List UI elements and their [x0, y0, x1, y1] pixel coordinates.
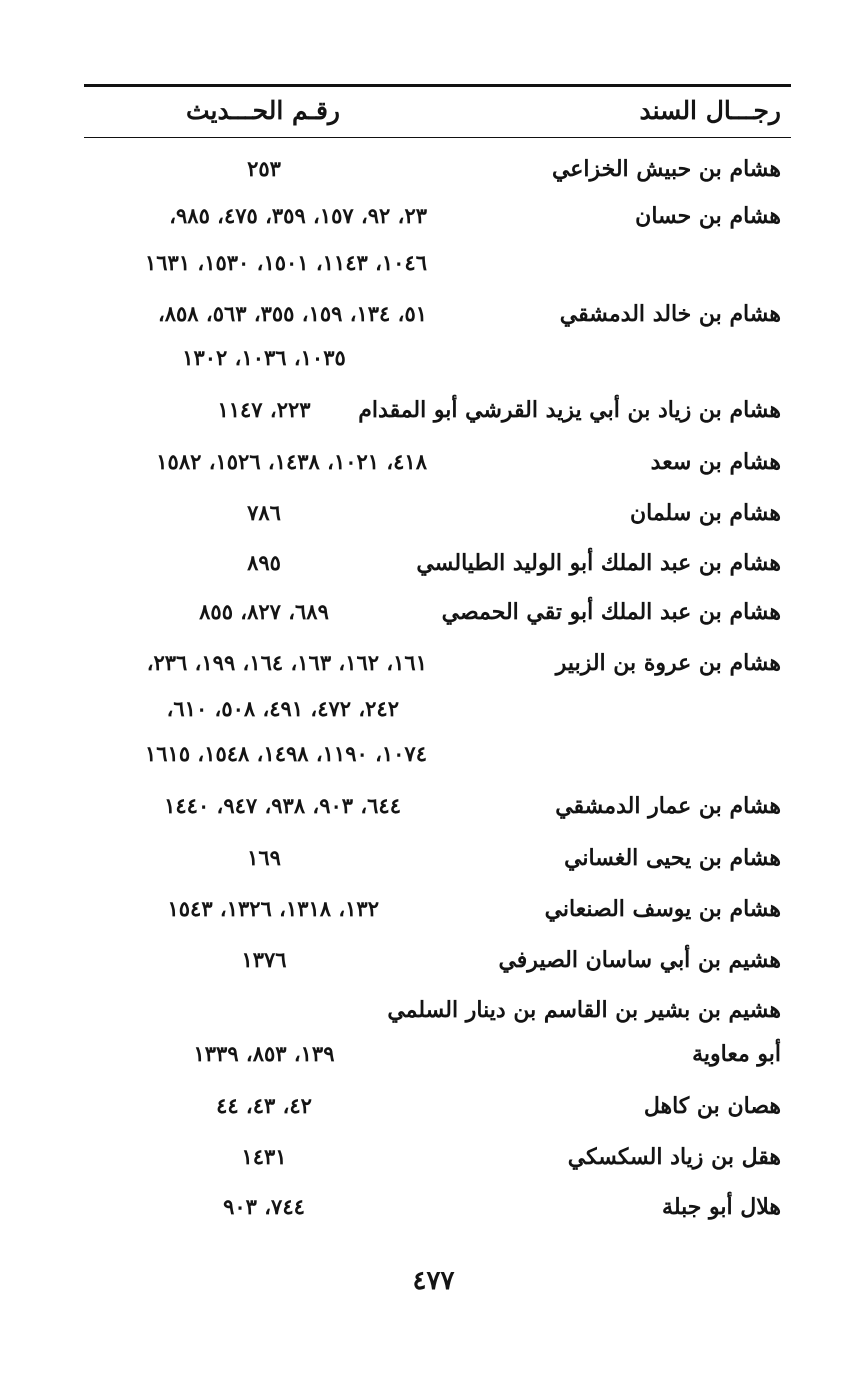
- top-rule: [84, 84, 791, 87]
- hadith-numbers: ٤١٨، ١٠٢١، ١٤٣٨، ١٥٢٦، ١٥٨٢: [156, 449, 427, 474]
- narrator-name: هشام بن سلمان: [629, 500, 781, 526]
- narrator-name: هصان بن كاهل: [643, 1093, 781, 1119]
- hadith-numbers: ٢٤٢، ٤٧٢، ٤٩١، ٥٠٨، ٦١٠،: [166, 696, 399, 721]
- header-narrators: رجـــال السند: [639, 96, 781, 125]
- entry-row: [0, 290, 867, 338]
- narrator-name: أبو معاوية: [692, 1041, 781, 1067]
- entry-row: [0, 1133, 867, 1181]
- entry-row: [0, 936, 867, 984]
- page-number: ٤٧٧: [412, 1266, 455, 1296]
- hadith-numbers: ١٣٢، ١٣١٨، ١٣٢٦، ١٥٤٣: [167, 896, 379, 921]
- hadith-numbers: ١٠٤٦، ١١٤٣، ١٥٠١، ١٥٣٠، ١٦٣١: [145, 250, 427, 275]
- entry-row: [0, 685, 867, 733]
- header-hadith-number: رقـم الحـــديث: [186, 96, 340, 125]
- entry-row: [0, 334, 867, 382]
- entry-row: [0, 438, 867, 486]
- entry-row: [0, 639, 867, 687]
- hadith-numbers: ١٦٩: [247, 845, 281, 870]
- narrator-name: هلال أبو جبلة: [662, 1194, 781, 1220]
- hadith-numbers: ٢٢٣، ١١٤٧: [217, 397, 311, 422]
- hadith-numbers: ٥١، ١٣٤، ١٥٩، ٣٥٥، ٥٦٣، ٨٥٨،: [157, 301, 427, 326]
- hadith-numbers: ١٠٧٤، ١١٩٠، ١٤٩٨، ١٥٤٨، ١٦١٥: [145, 741, 427, 766]
- hadith-numbers: ٢٣، ٩٢، ١٥٧، ٣٥٩، ٤٧٥، ٩٨٥،: [169, 203, 427, 228]
- narrator-name: هشام بن عمار الدمشقي: [555, 793, 781, 819]
- entry-row: [0, 782, 867, 830]
- hadith-numbers: ١٠٣٥، ١٠٣٦، ١٣٠٢: [182, 345, 346, 370]
- entry-row: [0, 588, 867, 636]
- narrator-name: هشام بن زياد بن أبي يزيد القرشي أبو المقدام: [358, 397, 781, 423]
- entry-row: [0, 1183, 867, 1231]
- narrator-name: هشام بن عروة بن الزبير: [555, 650, 781, 676]
- narrator-name: هشام بن يوسف الصنعاني: [544, 896, 781, 922]
- narrator-name: هشيم بن أبي ساسان الصيرفي: [498, 947, 781, 973]
- hadith-numbers: ١٦١، ١٦٢، ١٦٣، ١٦٤، ١٩٩، ٢٣٦،: [146, 650, 427, 675]
- entry-row: [0, 1082, 867, 1130]
- entry-row: [0, 489, 867, 537]
- narrator-name: هشام بن سعد: [650, 449, 781, 475]
- narrator-name: هشام بن عبد الملك أبو الوليد الطيالسي: [416, 550, 781, 576]
- hadith-numbers: ١٤٣١: [241, 1144, 287, 1169]
- hadith-numbers: ٨٩٥: [247, 550, 281, 575]
- hadith-numbers: ٤٢، ٤٣، ٤٤: [216, 1093, 312, 1118]
- narrator-name: هشيم بن بشير بن القاسم بن دينار السلمي: [387, 997, 781, 1023]
- hadith-numbers: ٢٥٣: [247, 156, 281, 181]
- hadith-numbers: ٧٤٤، ٩٠٣: [223, 1194, 305, 1219]
- entry-row: [0, 986, 867, 1034]
- entry-row: [0, 730, 867, 778]
- hadith-numbers: ١٣٩، ٨٥٣، ١٣٣٩: [193, 1041, 335, 1066]
- narrator-name: هقل بن زياد السكسكي: [567, 1144, 781, 1170]
- entry-row: [0, 539, 867, 587]
- hadith-numbers: ٦٤٤، ٩٠٣، ٩٣٨، ٩٤٧، ١٤٤٠: [164, 793, 401, 818]
- entry-row: [0, 834, 867, 882]
- entry-row: [0, 1030, 867, 1078]
- entry-row: [0, 885, 867, 933]
- hadith-numbers: ١٣٧٦: [241, 947, 287, 972]
- narrator-name: هشام بن حسان: [635, 203, 781, 229]
- entry-row: [0, 192, 867, 240]
- hadith-numbers: ٦٨٩، ٨٢٧، ٨٥٥: [199, 599, 329, 624]
- header-rule: [84, 137, 791, 138]
- narrator-name: هشام بن حبيش الخزاعي: [551, 156, 781, 182]
- narrator-name: هشام بن يحيى الغساني: [564, 845, 781, 871]
- narrator-name: هشام بن خالد الدمشقي: [559, 301, 781, 327]
- hadith-numbers: ٧٨٦: [247, 500, 281, 525]
- entry-row: [0, 145, 867, 193]
- entry-row: [0, 386, 867, 434]
- entry-row: [0, 239, 867, 287]
- narrator-name: هشام بن عبد الملك أبو تقي الحمصي: [441, 599, 781, 625]
